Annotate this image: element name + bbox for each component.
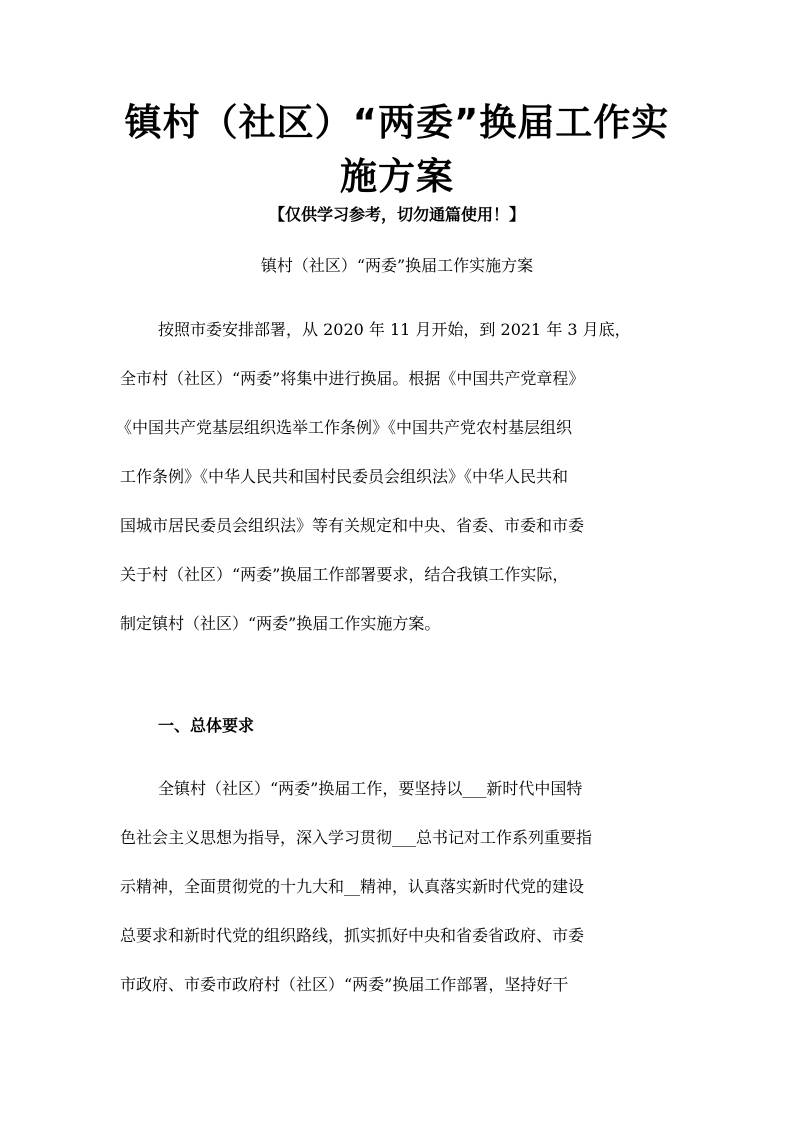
paragraph-line: 国城市居民委员会组织法》等有关规定和中央、省委、市委和市委 [120, 516, 585, 535]
paragraph-line: 总要求和新时代党的组织路线，抓实抓好中央和省委省政府、市委 [120, 926, 585, 945]
document-subtitle: 镇村（社区）“两委”换届工作实施方案 [260, 256, 534, 275]
section-heading: 一、总体要求 [158, 716, 255, 735]
section1-paragraph [120, 764, 680, 1009]
paragraph-line: 关于村（社区）“两委”换届工作部署要求，结合我镇工作实际， [120, 565, 569, 584]
intro-paragraph [116, 305, 680, 648]
paragraph-line: 色社会主义思想为指导，深入学习贯彻___总书记对工作系列重要指 [120, 828, 593, 847]
paragraph-line: 《中国共产党基层组织选举工作条例》《中国共产党农村基层组织 [116, 418, 573, 437]
paragraph-line: 工作条例》《中华人民共和国村民委员会组织法》《中华人民共和 [120, 467, 569, 486]
paragraph-line: 制定镇村（社区）“两委”换届工作实施方案。 [120, 614, 441, 633]
paragraph-line: 全镇村（社区）“两委”换届工作，要坚持以___新时代中国特 [158, 779, 583, 798]
usage-note: 【仅供学习参考，切勿通篇使用！】 [268, 205, 525, 224]
paragraph-line: 按照市委安排部署，从 2020 年 11 月开始，到 2021 年 3 月底， [158, 320, 631, 339]
title-line-1: 镇村（社区）“两委”换届工作实 [124, 101, 670, 144]
title-line-2: 施方案 [340, 155, 454, 198]
paragraph-line: 示精神，全面贯彻党的十九大和__精神，认真落实新时代党的建设 [120, 877, 585, 896]
document-title [100, 96, 694, 204]
paragraph-line: 全市村（社区）“两委”将集中进行换届。根据《中国共产党章程》 [120, 369, 585, 388]
paragraph-line: 市政府、市委市政府村（社区）“两委”换届工作部署，坚持好干 [120, 975, 569, 994]
